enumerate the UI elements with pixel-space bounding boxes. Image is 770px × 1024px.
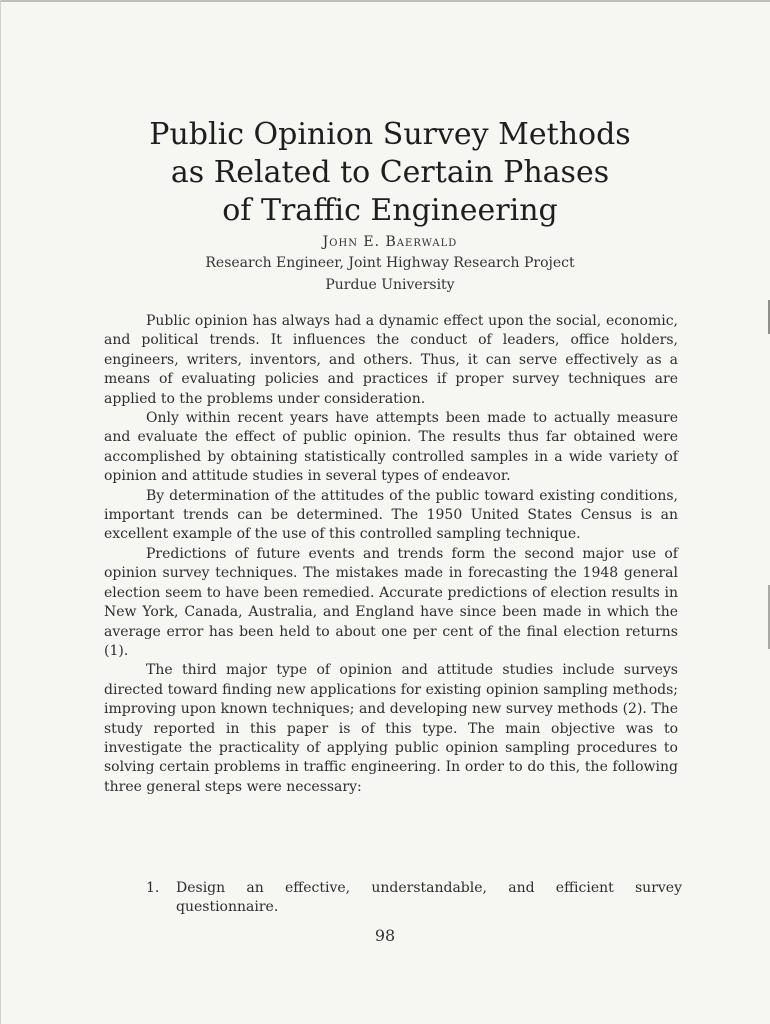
paragraph: Predictions of future events and trends form the second major use of opinion survey techniques. The mistakes made in forecasting the 1948 general election seem to have been remedied. Accurate predictions of election results in New York, Canada, Australia, and England have since been made in which the average error has been held to about one per cent of the final election returns (1). (104, 545, 678, 659)
title-line-3: of Traffic Engineering (222, 193, 558, 228)
list-item-number: 1. (146, 880, 160, 896)
title-line-2: as Related to Certain Phases (170, 155, 610, 190)
paper-title (90, 116, 690, 230)
title-line-1: Public Opinion Survey Methods (149, 117, 631, 152)
author-name: John E. Baerwald (322, 234, 458, 250)
left-edge-mark (0, 0, 1, 1024)
paragraph: Public opinion has always had a dynamic effect upon the social, economic, and political trends. It influences the conduct of leaders, office holders, engineers, writers, inventors, and others. Thus, it can serve effectively as a means of evaluating policies and practices if proper survey techniques are applied to the problems under consideration. (104, 313, 678, 407)
top-edge-rule (0, 0, 770, 2)
author-institution: Purdue University (325, 277, 455, 293)
list-item-text: Design an effective, understandable, and efficient survey questionnaire. (176, 880, 682, 916)
body-text (104, 312, 678, 797)
author-affiliation: Research Engineer, Joint Highway Research Project (205, 255, 575, 271)
paragraph: By determination of the attitudes of the public toward existing conditions, important trends can be determined. The 1950 United States Census is an excellent example of the use of this controlled sampling technique. (104, 487, 678, 543)
page-number: 98 (374, 926, 396, 945)
paragraph: The third major type of opinion and attitude studies include surveys directed toward finding new applications for existing opinion sampling methods; improving upon known techniques; and developing new survey methods (2). The study reported in this paper is of this type. The main objective was to investigate the practicality of applying public opinion sampling procedures to solving certain problems in traffic engineering. In order to do this, the following three general steps were necessary: (104, 662, 678, 795)
list-item (104, 879, 682, 918)
paragraph: Only within recent years have attempts been made to actually measure and evaluate the effect of public opinion. The results thus far obtained were accomplished by obtaining statistically controlled samples in a wide variety of opinion and attitude studies in several types of endeavor. (104, 410, 678, 485)
